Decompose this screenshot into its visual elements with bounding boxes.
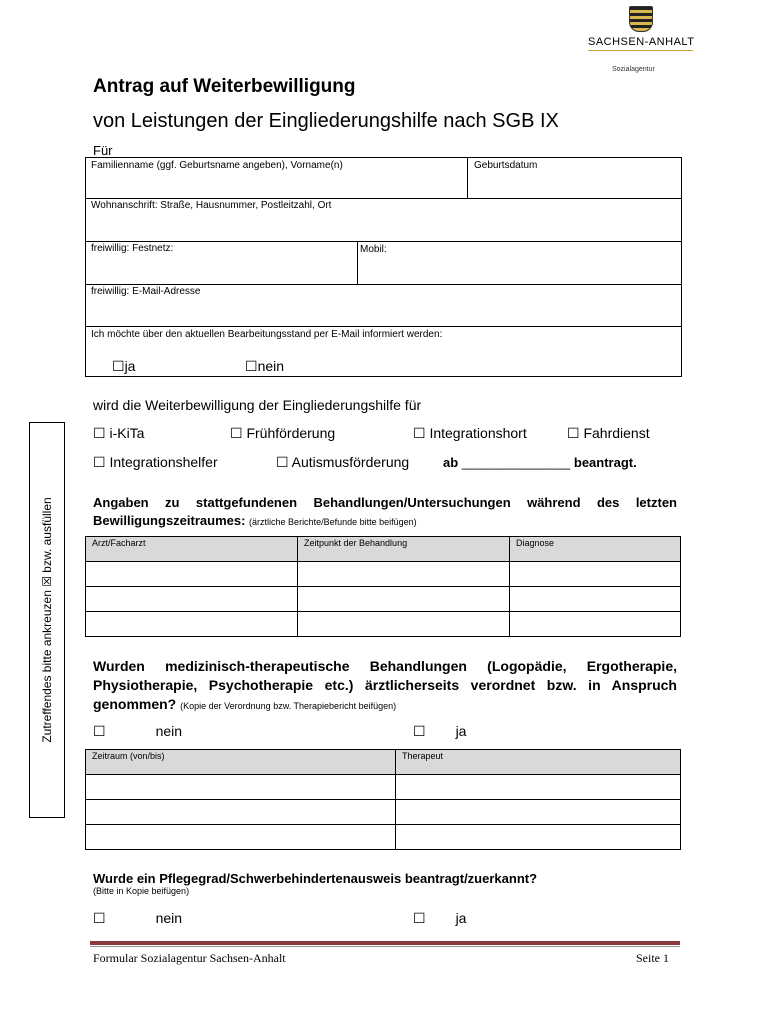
col-diagnose: Diagnose — [510, 537, 681, 562]
table-row[interactable] — [86, 775, 681, 800]
mobile-field[interactable]: Mobil: — [360, 244, 387, 255]
page-number: Seite 1 — [636, 951, 669, 965]
footer-rule — [90, 941, 680, 945]
checkbox-icon: ☐ — [93, 723, 106, 739]
care-no-checkbox[interactable]: ☐ nein — [93, 910, 183, 926]
table-row[interactable] — [86, 587, 681, 612]
col-therapeut: Therapeut — [396, 750, 681, 775]
checkbox-icon: ☐ — [93, 454, 110, 470]
form-subtitle: von Leistungen der Eingliederungshilfe nach SGB IX — [93, 110, 559, 132]
table-row[interactable] — [86, 612, 681, 637]
email-field[interactable]: freiwillig: E-Mail-Adresse — [91, 286, 201, 297]
form-title: Antrag auf Weiterbewilligung — [93, 76, 356, 97]
status-email-label: Ich möchte über den aktuellen Bearbeitungsstand per E-Mail informiert werden: — [91, 329, 443, 340]
table-row[interactable] — [86, 825, 681, 850]
start-date-line[interactable]: ab _______________ beantragt. — [443, 455, 637, 470]
table-row[interactable] — [86, 800, 681, 825]
care-heading: Wurde ein Pflegegrad/Schwerbehindertenausweis beantragt/zuerkannt? — [93, 871, 538, 886]
agency-name: Sozialagentur — [612, 66, 655, 73]
footer-rule-thin — [90, 946, 680, 947]
col-zeitraum: Zeitraum (von/bis) — [86, 750, 396, 775]
care-note: (Bitte in Kopie beifügen) — [93, 886, 190, 896]
name-field[interactable]: Familienname (ggf. Geburtsname angeben), Vorname(n) — [91, 160, 343, 171]
checkbox-icon: ☐ — [413, 723, 426, 739]
status-no-checkbox[interactable]: ☐nein — [245, 358, 285, 374]
checkbox-icon: ☐ — [413, 910, 426, 926]
col-zeitpunkt: Zeitpunkt der Behandlung — [298, 537, 510, 562]
sidebar-instruction: Zutreffendes bitte ankreuzen ☒ bzw. ausfüllen — [40, 497, 54, 743]
phone-field[interactable]: freiwillig: Festnetz: — [91, 243, 174, 254]
checkbox-icon: ☐ — [413, 425, 430, 441]
checkbox-icon: ☐ — [93, 425, 110, 441]
state-logo — [588, 6, 693, 51]
status-yes-checkbox[interactable]: ☐ja — [112, 358, 136, 374]
option-integrationshelfer[interactable]: ☐ Integrationshelfer — [93, 454, 218, 470]
therapy-no-checkbox[interactable]: ☐ nein — [93, 723, 183, 739]
logo-name: SACHSEN-ANHALT — [588, 36, 695, 48]
birthdate-field[interactable]: Geburtsdatum — [474, 160, 538, 171]
coat-of-arms-icon — [629, 6, 653, 32]
col-arzt: Arzt/Facharzt — [86, 537, 298, 562]
table-row[interactable] — [86, 562, 681, 587]
option-integrationshort[interactable]: ☐ Integrationshort — [413, 425, 527, 441]
treatments-table — [85, 536, 681, 637]
treatments-heading: Angaben zu stattgefundenen Behandlungen/Untersuchungen während des letzten Bewilligungszeitraumes: (ärztliche Berichte/Befunde bitte beifügen) — [93, 495, 677, 528]
personal-data-box — [85, 157, 682, 377]
therapy-heading: Wurden medizinisch-therapeutische Behandlungen (Logopädie, Ergotherapie, Physiotherapie, Psychotherapie etc.) ärztlicherseits verordnet bzw. in Anspruch genommen? (Kopie der Verordnung bzw. Therapiebericht beifügen) — [93, 658, 677, 712]
option-ikita[interactable]: ☐ i-KiTa — [93, 425, 145, 441]
checkbox-icon: ☐ — [245, 358, 258, 374]
fuer-label: Für — [93, 143, 113, 158]
logo-underline — [588, 50, 693, 51]
therapy-table — [85, 749, 681, 850]
option-autismusfoerderung[interactable]: ☐ Autismusförderung — [276, 454, 410, 470]
option-fahrdienst[interactable]: ☐ Fahrdienst — [567, 425, 650, 441]
care-yes-checkbox[interactable]: ☐ ja — [413, 910, 467, 926]
option-fruehfoerderung[interactable]: ☐ Frühförderung — [230, 425, 336, 441]
footer-left: Formular Sozialagentur Sachsen-Anhalt — [93, 951, 286, 965]
checkbox-icon: ☐ — [567, 425, 584, 441]
services-intro: wird die Weiterbewilligung der Eingliederungshilfe für — [93, 397, 422, 413]
checkbox-icon: ☐ — [112, 358, 125, 374]
address-field[interactable]: Wohnanschrift: Straße, Hausnummer, Postleitzahl, Ort — [91, 200, 332, 211]
therapy-yes-checkbox[interactable]: ☐ ja — [413, 723, 467, 739]
checkbox-icon: ☐ — [276, 454, 292, 470]
checkbox-icon: ☐ — [230, 425, 247, 441]
checkbox-icon: ☐ — [93, 910, 106, 926]
